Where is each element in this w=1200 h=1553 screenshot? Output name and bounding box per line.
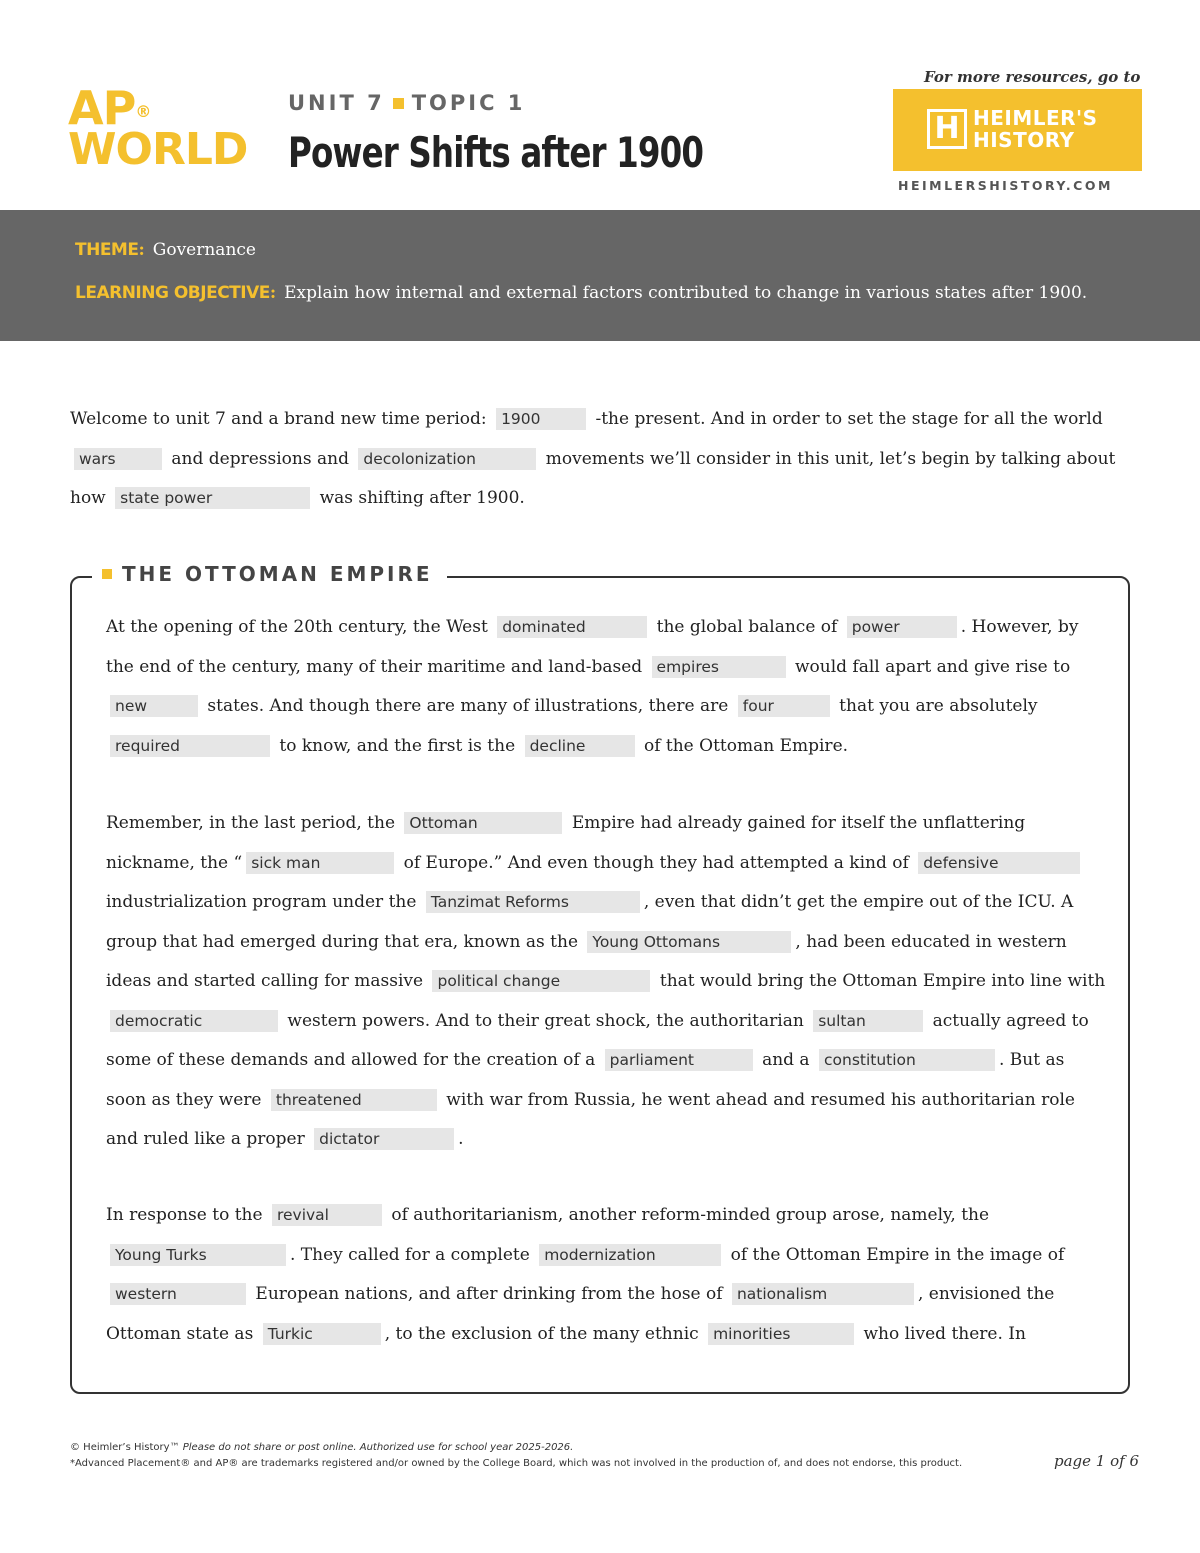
paragraph-2 [106,804,1106,1160]
paragraph-text: European nations, and after drinking from the hose of [255,1284,723,1304]
paragraph-text: , had been educated in western ideas and started calling for massive [106,931,1067,991]
paragraph-text: the global balance of [656,617,838,637]
paragraph-text: of authoritarianism, another reform-minded group arose, namely, the [391,1205,990,1225]
paragraph-text: with war from Russia, he went ahead and resumed his authoritarian role and ruled like a proper [106,1089,1075,1149]
footer-notice [70,1440,962,1472]
page-number: page 1 of 6 [1054,1452,1139,1470]
theme-row [75,240,256,260]
fill-blank[interactable]: four [738,695,830,717]
fill-blank[interactable]: 1900 [496,408,586,430]
fill-blank[interactable]: modernization [539,1244,721,1266]
fill-blank[interactable]: dominated [497,616,647,638]
paragraph-text: that would bring the Ottoman Empire into line with [659,971,1106,991]
intro-text: movements we’ll consider in this unit, let’s begin by talking about how [70,448,1116,508]
usage-notice: Please do not share or post online. Authorized use for school year 2025-2026. [182,1442,574,1453]
fill-blank[interactable]: sultan [813,1010,923,1032]
resources-note: For more resources, go to [924,68,1141,86]
topic-label: TOPIC 1 [411,91,526,115]
fill-blank[interactable]: constitution [819,1049,995,1071]
world-text: WORLD [68,124,248,175]
paragraph-text: . [458,1129,464,1149]
paragraph-text: Remember, in the last period, the [106,813,396,833]
paragraph-text: , envisioned the Ottoman state as [106,1284,1055,1344]
paragraph-text: to know, and the first is the [279,735,516,756]
trademark-text: *Advanced Placement® and AP® are trademarks registered and/or owned by the College Board, which was not involved in the production of, and does not endorse, this product. [70,1458,963,1469]
fill-blank[interactable]: sick man [246,852,394,874]
objective-label: LEARNING OBJECTIVE [75,283,270,303]
unit-topic-line [288,91,525,115]
paragraph-text: actually agreed to some of these demands and allowed for the creation of a [106,1010,1089,1070]
fill-blank[interactable]: decolonization [358,448,536,470]
h-logo-icon: H [927,109,967,149]
section-heading [92,562,447,586]
fill-blank[interactable]: decline [525,735,635,757]
intro-text: Welcome to unit 7 and a brand new time period: [70,409,487,429]
fill-blank[interactable]: parliament [605,1049,753,1071]
paragraph-text: of Europe.” And even though they had attempted a kind of [403,852,909,873]
intro-paragraph [70,400,1130,519]
paragraph-text: would fall apart and give rise to [794,656,1071,677]
fill-blank[interactable]: minorities [708,1323,854,1345]
brand-name [973,107,1098,151]
fill-blank[interactable]: required [110,735,270,757]
fill-blank[interactable]: democratic [110,1010,278,1032]
intro-text: -the present. And in order to set the stage for all the world [595,409,1103,429]
theme-label: THEME [75,240,139,260]
heimlers-history-logo[interactable] [893,89,1142,171]
fill-blank[interactable]: new [110,695,198,717]
fill-blank[interactable]: political change [432,970,650,992]
objective-value: Explain how internal and external factors contributed to change in various states after 1900. [284,283,1088,303]
fill-blank[interactable]: Ottoman [404,812,562,834]
paragraph-text: western powers. And to their great shock, the authoritarian [287,1010,804,1031]
site-link[interactable]: HEIMLERSHISTORY.COM [898,178,1113,193]
fill-blank[interactable]: dictator [314,1128,454,1150]
copyright-text: © Heimler’s History™ [70,1442,180,1453]
fill-blank[interactable]: defensive [918,852,1080,874]
section-heading-text: THE OTTOMAN EMPIRE [122,562,433,586]
paragraph-text: , to the exclusion of the many ethnic [384,1323,699,1344]
fill-blank[interactable]: Young Ottomans [587,931,791,953]
paragraph-text: industrialization program under the [106,892,417,912]
paragraph-3 [106,1196,1106,1354]
intro-text: was shifting after 1900. [319,488,525,508]
theme-banner [0,210,1200,341]
paragraph-text: states. And though there are many of illustrations, there are [207,696,729,716]
fill-blank[interactable]: western [110,1283,246,1305]
objective-row [75,283,1087,303]
paragraph-1 [106,608,1106,766]
paragraph-text: who lived there. In [863,1323,1026,1344]
brand-line-1: HEIMLER'S [973,106,1098,130]
fill-blank[interactable]: wars [74,448,162,470]
paragraph-text: that you are absolutely [839,696,1038,716]
paragraph-text: of the Ottoman Empire in the image of [730,1244,1065,1265]
registered-mark: ® [135,102,151,121]
brand-line-2: HISTORY [973,128,1075,152]
paragraph-text: At the opening of the 20th century, the West [106,617,488,637]
ap-world-logo [68,81,268,175]
paragraph-text: . However, by the end of the century, many of their maritime and land-based [106,617,1079,677]
paragraph-text: of the Ottoman Empire. [643,735,849,756]
paragraph-text: , even that didn’t get the empire out of the ICU. A group that had emerged during that era, known as the [106,892,1074,952]
fill-blank[interactable]: Turkic [263,1323,381,1345]
fill-blank[interactable]: threatened [271,1089,437,1111]
fill-blank[interactable]: Tanzimat Reforms [426,891,640,913]
fill-blank[interactable]: empires [652,656,786,678]
fill-blank[interactable]: Young Turks [110,1244,286,1266]
paragraph-text: . But as soon as they were [106,1050,1065,1110]
paragraph-text: Empire had already gained for itself the unflattering nickname, the “ [106,813,1026,873]
square-bullet-icon [393,98,404,109]
page-title: Power Shifts after 1900 [288,128,704,177]
paragraph-text: and a [762,1050,810,1070]
objective-colon: : [269,283,277,303]
paragraph-text: In response to the [106,1205,263,1225]
fill-blank[interactable]: nationalism [732,1283,914,1305]
fill-blank[interactable]: power [847,616,957,638]
fill-blank[interactable]: revival [272,1204,382,1226]
ap-text: AP [68,81,136,135]
unit-label: UNIT 7 [288,91,385,115]
theme-colon: : [138,240,145,260]
intro-text: and depressions and [171,448,349,469]
fill-blank[interactable]: state power [115,487,310,509]
theme-value: Governance [152,240,256,260]
square-bullet-icon [102,569,112,579]
paragraph-text: . They called for a complete [290,1244,530,1265]
